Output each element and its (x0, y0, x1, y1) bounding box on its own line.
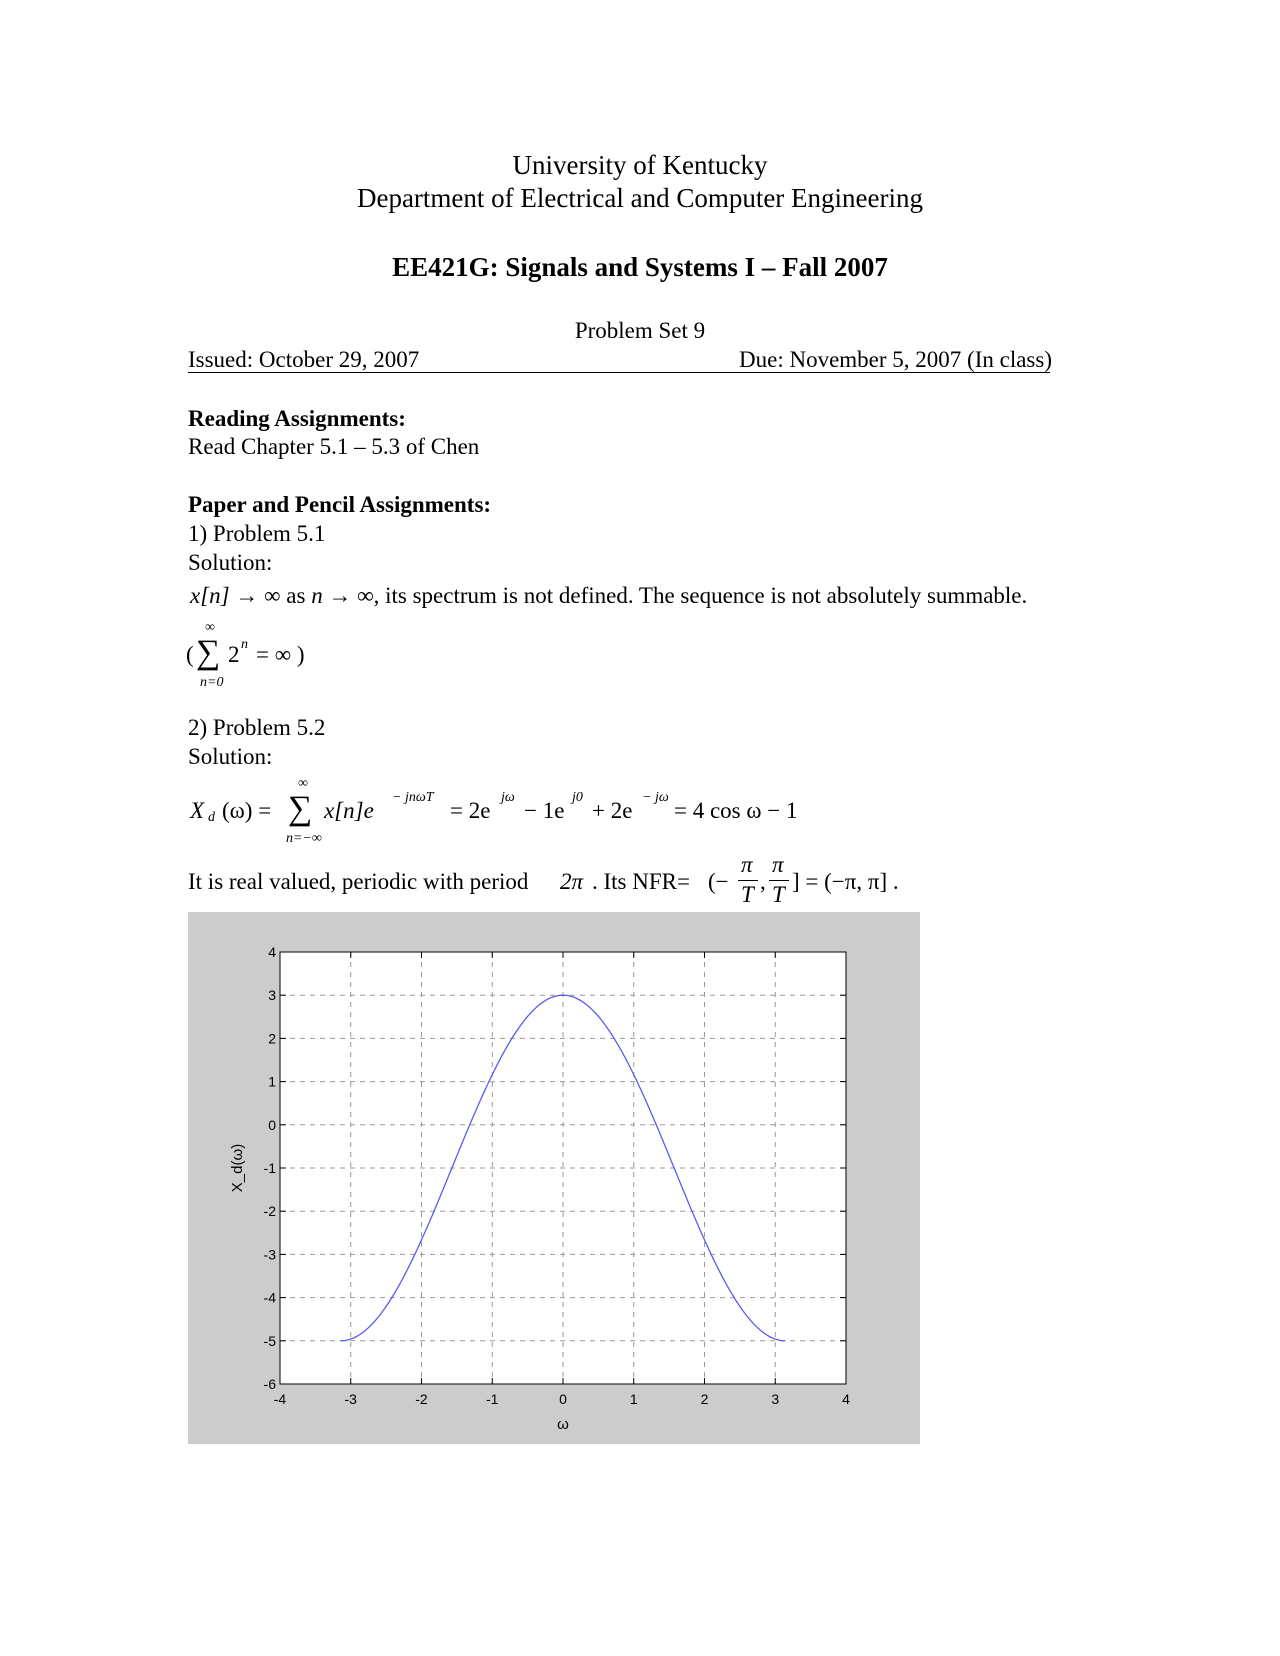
x-tick-label: 0 (559, 1391, 567, 1407)
p2-text-a: It is real valued, periodic with period (188, 869, 529, 894)
p1-xn: x[n] (190, 583, 230, 608)
cosine-plot (188, 912, 920, 1444)
y-tick-label: 4 (268, 944, 276, 960)
x-tick-label: 4 (842, 1391, 850, 1407)
x-tick-label: -3 (344, 1391, 357, 1407)
university-name: University of Kentucky (512, 150, 768, 180)
p1-sum-open: ( (186, 642, 194, 667)
header-rule (188, 372, 1050, 373)
p2-r1-exponent: jω (501, 790, 515, 805)
p2-frac2-bar (769, 880, 789, 881)
p1-sum-upper: ∞ (205, 620, 215, 635)
p2-lhs-sub: d (208, 810, 215, 825)
p2-r3-exponent: − jω (642, 790, 669, 805)
p2-r4: = 4 cos ω − 1 (674, 798, 798, 823)
y-tick-label: 3 (268, 987, 276, 1004)
problem-1-statement (190, 584, 1027, 607)
p2-nfr-open: (− (708, 869, 729, 894)
y-tick-label: -2 (263, 1203, 276, 1220)
p2-lhs-arg: (ω) = (222, 798, 272, 823)
due-date: Due: November 5, 2007 (In class) (739, 347, 1052, 372)
x-tick-label: 2 (700, 1391, 709, 1407)
p2-r2: − 1e (524, 798, 565, 823)
p2-r3: + 2e (592, 798, 633, 823)
y-tick-label: 2 (268, 1030, 276, 1047)
department-name: Department of Electrical and Computer Engineering (356, 183, 924, 213)
y-tick-label: -4 (263, 1289, 276, 1306)
reading-heading: Reading Assignments: (188, 406, 406, 431)
problem-1-title: 1) Problem 5.1 (188, 521, 326, 546)
p1-n-limit: n → ∞ (311, 583, 374, 608)
x-tick-label: -2 (415, 1391, 428, 1407)
p2-frac2-num: π (772, 852, 784, 877)
y-axis-label: X_d(ω) (229, 1143, 246, 1193)
p2-lhs: X (190, 798, 205, 823)
course-title: EE421G: Signals and Systems I – Fall 2007 (392, 252, 888, 282)
p2-sum-lower: n=−∞ (286, 831, 322, 846)
p2-nfr-close: ] = (−π, π] . (792, 869, 899, 894)
p2-r1: = 2e (450, 798, 491, 823)
p1-sum-symbol: ∑ (196, 634, 221, 671)
reading-text: Read Chapter 5.1 – 5.3 of Chen (188, 434, 480, 459)
problem-2-title: 2) Problem 5.2 (188, 715, 326, 740)
p2-frac1-bar (738, 880, 758, 881)
p1-sum-lower: n=0 (200, 675, 224, 690)
p2-sum-symbol: ∑ (288, 790, 313, 827)
p2-text-period: 2π (560, 869, 584, 894)
y-tick-label: -1 (263, 1160, 276, 1176)
problem-1-sum (186, 620, 336, 690)
problem-2-solution-label: Solution: (188, 744, 273, 769)
x-axis-label: ω (557, 1416, 569, 1433)
x-tick-label: -1 (486, 1391, 499, 1407)
problem-set-title: Problem Set 9 (574, 318, 706, 343)
plot-figure (188, 912, 920, 1444)
p2-r2-exponent: j0 (572, 790, 583, 805)
y-tick-label: -3 (263, 1246, 276, 1263)
p2-term-exponent: − jnωT (392, 790, 434, 805)
problem-1-solution-label: Solution: (188, 550, 273, 575)
p2-frac1-den: T (741, 882, 754, 907)
problem-2-equation (188, 776, 798, 846)
x-tick-label: 3 (771, 1391, 780, 1407)
p2-text-nfr: . Its NFR= (592, 869, 690, 894)
p2-sum-upper: ∞ (298, 776, 308, 791)
issued-date: Issued: October 29, 2007 (188, 347, 420, 372)
p1-sum-exponent: n (241, 637, 248, 652)
paper-heading: Paper and Pencil Assignments: (188, 492, 492, 517)
p1-statement-text: , its spectrum is not defined. The sequence is not absolutely summable. (373, 583, 1028, 608)
problem-2-nfr-line (188, 852, 928, 906)
p2-frac1-num: π (741, 852, 753, 877)
y-tick-label: -6 (263, 1376, 276, 1392)
y-tick-label: 0 (268, 1116, 276, 1133)
p1-sum-rest: = ∞ ) (256, 642, 305, 667)
x-tick-label: -4 (273, 1391, 287, 1407)
y-tick-label: -5 (263, 1332, 276, 1349)
x-tick-label: 1 (629, 1391, 638, 1407)
p2-frac2-den: T (772, 882, 785, 907)
p1-sum-base: 2 (228, 642, 240, 667)
y-tick-label: 1 (268, 1073, 276, 1090)
p2-comma: , (760, 869, 766, 894)
p2-term: x[n]e (324, 798, 374, 823)
p1-arrow-as: → ∞ as (235, 583, 306, 608)
